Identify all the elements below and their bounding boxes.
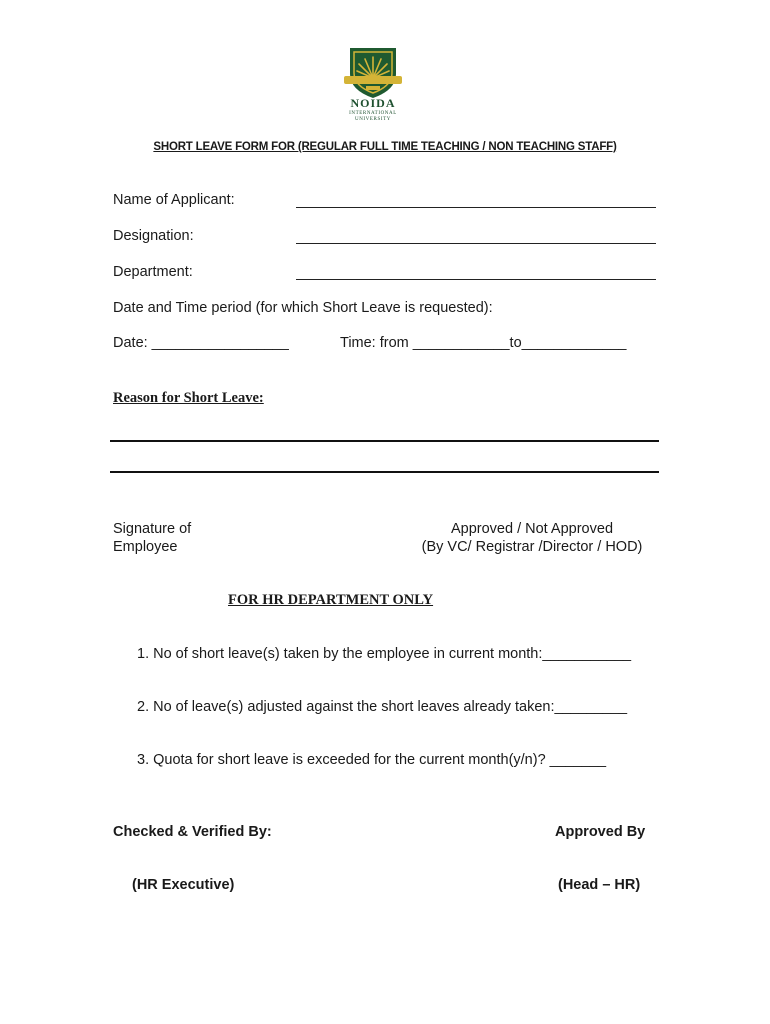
reason-heading: Reason for Short Leave: xyxy=(113,390,264,406)
hr-executive-label: (HR Executive) xyxy=(132,877,235,893)
time-field[interactable]: Time: from ____________to_____________ xyxy=(340,335,627,351)
approved-by-label: Approved By xyxy=(555,824,646,840)
head-hr-label: (Head – HR) xyxy=(558,877,641,893)
approval-line2: (By VC/ Registrar /Director / HOD) xyxy=(421,539,643,555)
reason-line-2[interactable] xyxy=(110,471,659,473)
employee-signature-line2: Employee xyxy=(113,539,178,555)
employee-signature-line1: Signature of xyxy=(113,521,192,537)
hr-item-1: 1. No of short leave(s) taken by the employee in current month:___________ xyxy=(137,646,632,662)
department-field[interactable] xyxy=(296,279,656,280)
form-title: SHORT LEAVE FORM FOR (REGULAR FULL TIME TEACHING / NON TEACHING STAFF) xyxy=(153,141,617,153)
approval-block xyxy=(410,520,654,556)
hr-item-2: 2. No of leave(s) adjusted against the short leaves already taken:_________ xyxy=(137,699,628,715)
name-label: Name of Applicant: xyxy=(113,192,235,208)
designation-label: Designation: xyxy=(113,228,194,244)
logo-sub2: UNIVERSITY xyxy=(355,117,391,122)
hr-item-3: 3. Quota for short leave is exceeded for the current month(y/n)? _______ xyxy=(137,752,607,768)
university-crest-icon xyxy=(336,44,410,100)
logo-name: NOIDA xyxy=(350,96,396,110)
department-label: Department: xyxy=(113,264,193,280)
checked-by-label: Checked & Verified By: xyxy=(113,824,272,840)
logo-sub1: INTERNATIONAL xyxy=(349,111,397,116)
employee-signature xyxy=(113,520,191,556)
designation-field[interactable] xyxy=(296,243,656,244)
hr-heading: FOR HR DEPARTMENT ONLY xyxy=(228,592,434,608)
reason-line-1[interactable] xyxy=(110,440,659,442)
name-field[interactable] xyxy=(296,207,656,208)
period-label: Date and Time period (for which Short Leave is requested): xyxy=(113,300,493,316)
logo-wordmark xyxy=(336,96,410,123)
date-field[interactable]: Date: _________________ xyxy=(113,335,289,351)
approval-line1: Approved / Not Approved xyxy=(450,521,614,537)
